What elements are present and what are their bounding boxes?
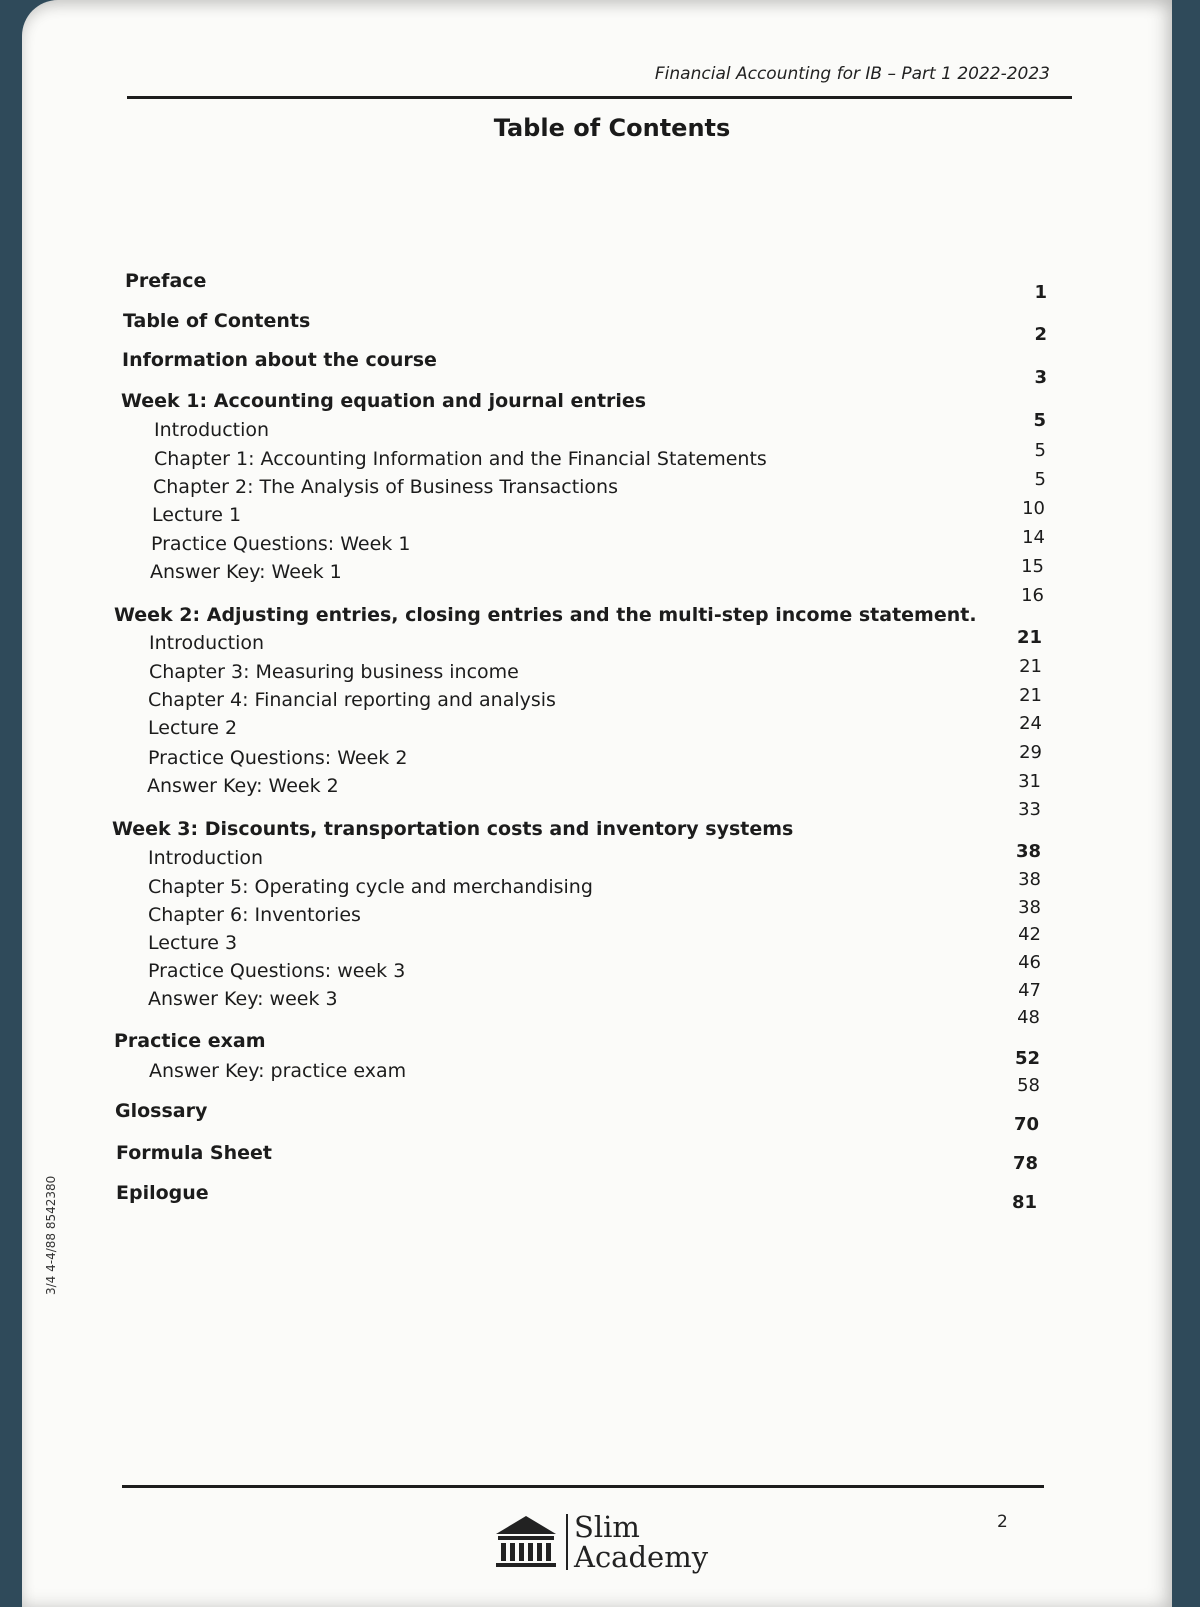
toc-entry-page: 78 <box>1012 1153 1038 1174</box>
toc-entry-page: 47 <box>1018 980 1041 1001</box>
toc-entry-page: 10 <box>1022 498 1045 519</box>
toc-entry-label: Lecture 1 <box>152 504 242 526</box>
toc-entry-label: Answer Key: Week 2 <box>147 775 339 797</box>
toc-entry-label: Chapter 3: Measuring business income <box>149 661 519 683</box>
document-page <box>22 0 1172 1607</box>
toc-entry-page: 42 <box>1018 924 1041 945</box>
toc-entry-label: Chapter 1: Accounting Information and the Financial Statements <box>154 448 767 470</box>
toc-entry-page: 14 <box>1022 527 1045 548</box>
toc-entry-label: Table of Contents <box>123 310 311 332</box>
logo-line-1: Slim <box>574 1510 640 1544</box>
toc-entry-page: 3 <box>1034 367 1047 388</box>
toc-entry-page: 52 <box>1014 1048 1040 1069</box>
toc-entry-page: 5 <box>1034 469 1046 490</box>
toc-entry-page: 33 <box>1018 799 1041 820</box>
toc-entry-label: Practice exam <box>114 1030 266 1052</box>
toc-entry-label: Epilogue <box>116 1182 209 1204</box>
toc-entry-page: 16 <box>1021 585 1044 606</box>
toc-entry-label: Information about the course <box>122 349 437 371</box>
toc-entry-label: Practice Questions: week 3 <box>148 960 406 982</box>
toc-entry-label: Introduction <box>154 419 270 441</box>
toc-entry-page: 38 <box>1015 841 1041 862</box>
toc-entry-page: 5 <box>1034 440 1046 461</box>
toc-entry-label: Chapter 6: Inventories <box>148 904 361 926</box>
toc-entry-label: Introduction <box>149 632 265 654</box>
logo-line-2: Academy <box>574 1540 709 1574</box>
toc-entry-page: 46 <box>1018 952 1041 973</box>
toc-entry-page: 31 <box>1018 771 1041 792</box>
toc-entry-label: Week 3: Discounts, transportation costs and inventory systems <box>112 818 794 840</box>
toc-entry-label: Lecture 3 <box>148 932 238 954</box>
toc-entry-label: Lecture 2 <box>148 717 238 739</box>
toc-entry-label: Practice Questions: Week 2 <box>148 747 408 769</box>
toc-entry-label: Week 2: Adjusting entries, closing entries and the multi-step income statement. <box>114 604 977 626</box>
toc-entry-label: Preface <box>125 270 207 292</box>
toc-entry-page: 58 <box>1017 1075 1040 1096</box>
toc-entry-page: 21 <box>1016 627 1042 648</box>
toc-entry-page: 2 <box>1034 324 1047 345</box>
toc-entry-label: Week 1: Accounting equation and journal entries <box>121 390 647 412</box>
toc-entry-label: Answer Key: week 3 <box>148 988 338 1010</box>
toc-list <box>22 0 1172 1607</box>
academy-building-icon <box>492 1512 560 1572</box>
toc-entry-label: Chapter 5: Operating cycle and merchandising <box>148 876 593 898</box>
toc-entry-page: 48 <box>1017 1007 1040 1028</box>
toc-entry-page: 15 <box>1021 556 1044 577</box>
toc-entry-label: Glossary <box>115 1100 208 1122</box>
logo-divider <box>566 1514 568 1570</box>
side-note: 3/4 4-4/88 8542380 <box>44 1175 58 1295</box>
toc-entry-label: Practice Questions: Week 1 <box>151 533 411 555</box>
toc-entry-label: Introduction <box>148 847 264 869</box>
toc-entry-page: 70 <box>1013 1114 1039 1135</box>
logo-text <box>574 1512 708 1572</box>
toc-entry-page: 1 <box>1034 282 1047 303</box>
toc-entry-page: 21 <box>1019 685 1042 706</box>
toc-entry-label: Chapter 4: Financial reporting and analysis <box>148 689 556 711</box>
toc-entry-page: 38 <box>1018 869 1041 890</box>
footer-rule <box>122 1485 1044 1488</box>
toc-entry-label: Formula Sheet <box>116 1142 272 1164</box>
toc-entry-label: Answer Key: Week 1 <box>150 561 342 583</box>
toc-entry-label: Chapter 2: The Analysis of Business Transactions <box>153 476 618 498</box>
toc-entry-page: 5 <box>1033 410 1046 431</box>
toc-entry-page: 24 <box>1019 713 1042 734</box>
page-number: 2 <box>997 1512 1008 1532</box>
running-header: Financial Accounting for IB – Part 1 2022-2023 <box>654 64 1050 84</box>
toc-entry-page: 29 <box>1019 742 1042 763</box>
toc-entry-page: 21 <box>1019 656 1042 677</box>
toc-entry-page: 81 <box>1011 1192 1037 1213</box>
page-title: Table of Contents <box>493 114 731 142</box>
toc-entry-label: Answer Key: practice exam <box>149 1060 407 1082</box>
slim-academy-logo <box>492 1512 722 1574</box>
toc-entry-page: 38 <box>1018 897 1041 918</box>
